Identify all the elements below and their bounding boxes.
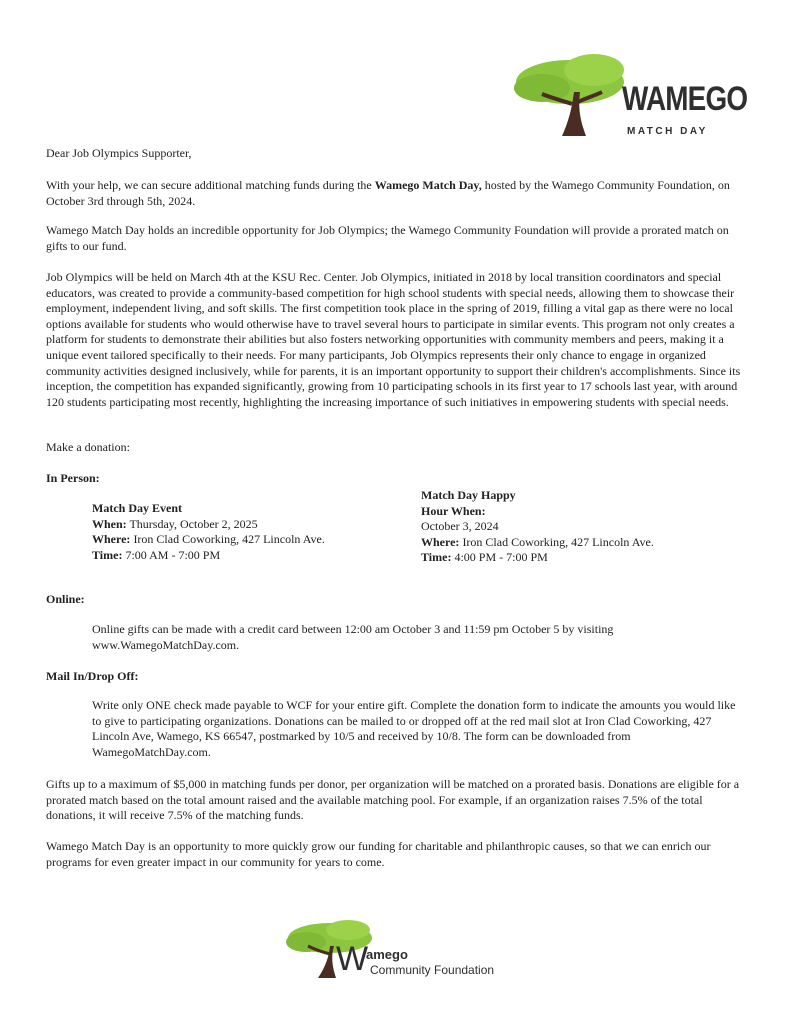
intro-text: With your help, we can secure additional matching funds during the xyxy=(46,178,375,192)
job-olympics-paragraph: Job Olympics will be held on March 4th at the KSU Rec. Center. Job Olympics, initiated in 2018 by local transition coordinators and special educators, was created to provide a community-based competition for high school students with special needs, allowing them to showcase their employment, independent living, and soft skills. The first competition took place in the spring of 2019, filling a vital gap as there were no local options available for students who would otherwise have to travel several hours to participate in similar events. This program not only creates a platform for students to demonstrate their abilities but also fosters networking opportunities with community members and peers, making it a unique event tailored specifically to their needs. For many participants, Job Olympics represents their only chance to engage in organized community activities designed inclusively, while for parents, it is an important opportunity to support their children's accomplishments. Since its inception, the competition has expanded significantly, growing from 10 participating schools in its first year to 17 schools last year, with around 120 students participating most recently, highlighting the increasing importance of such initiatives in empowering students with special needs. xyxy=(46,270,741,409)
event-where: Where: Iron Clad Coworking, 427 Lincoln Ave. xyxy=(92,532,325,546)
match-paragraph: Wamego Match Day holds an incredible opportunity for Job Olympics; the Wamego Community Foundation will provide a prorated match on gifts to our fund. xyxy=(46,223,729,253)
online-text: Online gifts can be made with a credit card between 12:00 am October 3 and 11:59 pm October 5 by visiting www.WamegoMatchDay.com. xyxy=(92,622,614,652)
event-when: When: Thursday, October 2, 2025 xyxy=(92,516,258,531)
happy-hour-date: October 3, 2024 xyxy=(421,519,499,533)
intro-text-end: hosted by the Wamego Community Foundation, on October 3rd through 5th, 2024. xyxy=(46,178,730,208)
salutation: Dear Job Olympics Supporter, xyxy=(46,146,192,160)
tree-icon xyxy=(512,48,632,144)
online-heading: Online: xyxy=(46,592,85,606)
wamego-community-foundation-logo xyxy=(284,918,514,982)
intro-bold-event: Wamego Match Day, xyxy=(374,178,482,192)
happy-hour-time: Time: 4:00 PM - 7:00 PM xyxy=(421,550,548,564)
foundation-name: Community Foundation xyxy=(370,963,495,977)
foundation-w: W xyxy=(336,940,369,978)
happy-hour-where: Where: Iron Clad Coworking, 427 Lincoln Ave. xyxy=(421,534,654,549)
in-person-heading: In Person: xyxy=(46,471,100,485)
happy-hour-title-line1: Match Day Happy xyxy=(421,488,516,502)
intro-paragraph xyxy=(46,178,746,209)
event-time: Time: 7:00 AM - 7:00 PM xyxy=(92,547,221,562)
make-donation-label: Make a donation: xyxy=(46,440,130,454)
mail-heading: Mail In/Drop Off: xyxy=(46,669,139,683)
closing-paragraph: Wamego Match Day is an opportunity to more quickly grow our funding for charitable and philanthropic causes, so that we can enrich our programs for even greater impact in our community for years to come. xyxy=(46,839,711,869)
event-title: Match Day Event xyxy=(92,501,182,515)
logo-subtitle: MATCH DAY xyxy=(627,126,708,137)
mail-text: Write only ONE check made payable to WCF for your entire gift. Complete the donation form to indicate the amounts you would like to give to participating organizations. Donations can be mailed to or dropped off at the red mail slot at Iron Clad Coworking, 427 Lincoln Ave, Wamego, KS 66547, postmarked by 10/5 and received by 10/8. The form can be downloaded from WamegoMatchDay.com. xyxy=(92,698,736,759)
happy-hour-event xyxy=(421,488,721,566)
logo-wordmark: WAMEGO xyxy=(622,80,748,118)
match-day-event xyxy=(92,501,392,563)
wamego-match-day-logo xyxy=(512,48,748,144)
happy-hour-title-line2: Hour When: xyxy=(421,503,486,518)
matching-paragraph: Gifts up to a maximum of $5,000 in matching funds per donor, per organization will be matched on a prorated basis. Donations are eligible for a prorated match based on the total amount raised and the available matching pool. For example, if an organization raises 7.5% of the total donations, it will receive 7.5% of the matching funds. xyxy=(46,777,740,823)
foundation-amego: amego xyxy=(366,947,408,962)
